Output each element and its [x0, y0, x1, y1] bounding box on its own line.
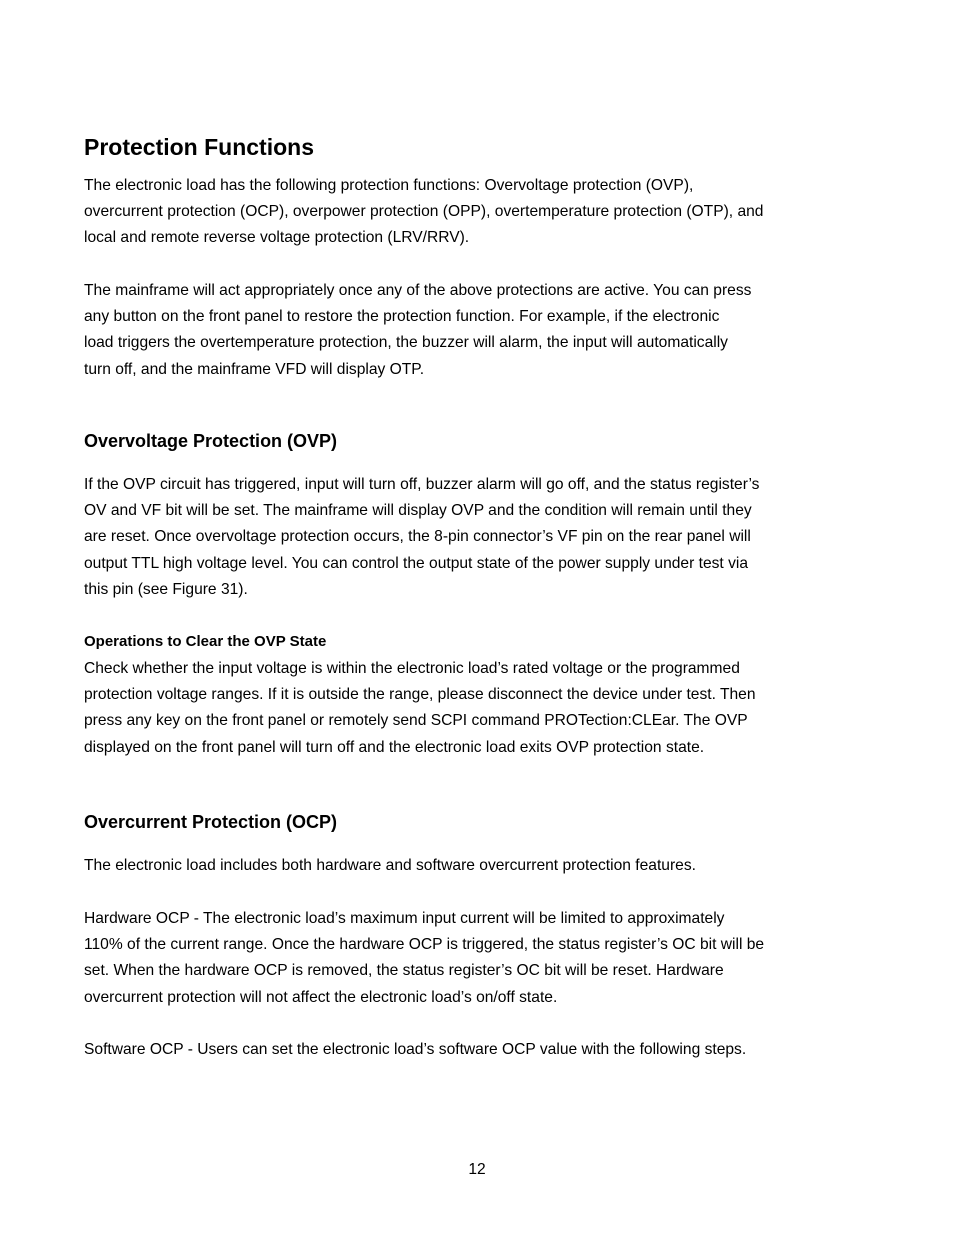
ocp-heading: Overcurrent Protection (OCP) — [84, 812, 338, 832]
text-line: Check whether the input voltage is within the electronic load’s rated voltage or the programmed — [84, 660, 740, 677]
text-line: The electronic load includes both hardware and software overcurrent protection features. — [84, 857, 696, 874]
text-line: 110% of the current range. Once the hardware OCP is triggered, the status register’s OC bit will be — [84, 936, 765, 954]
text-line: set. When the hardware OCP is removed, the status register’s OC bit will be reset. Hardware — [84, 962, 724, 980]
ovp-clear-heading: Operations to Clear the OVP State — [84, 633, 327, 650]
text-line: The mainframe will act appropriately once any of the above protections are active. You can press — [84, 282, 752, 299]
text-line: OV and VF bit will be set. The mainframe will display OVP and the condition will remain until they — [84, 502, 752, 520]
text-line: overcurrent protection will not affect the electronic load’s on/off state. — [84, 988, 558, 1006]
text-line: The electronic load has the following protection functions: Overvoltage protection (OVP), — [84, 177, 694, 194]
ocp-paragraph-3 — [84, 1037, 854, 1063]
text-line: output TTL high voltage level. You can control the output state of the power supply under test via — [84, 554, 749, 572]
text-line: turn off, and the mainframe VFD will display OTP. — [84, 360, 425, 378]
ocp-paragraph-2 — [84, 906, 854, 1011]
ovp-paragraph — [84, 472, 854, 603]
text-line: this pin (see Figure 31). — [84, 580, 248, 598]
ocp-paragraph-1 — [84, 853, 854, 879]
text-line: Hardware OCP - The electronic load’s maximum input current will be limited to approximately — [84, 910, 725, 927]
text-line: are reset. Once overvoltage protection occurs, the 8-pin connector’s VF pin on the rear panel will — [84, 528, 751, 546]
intro-paragraph-1 — [84, 173, 854, 252]
text-line: local and remote reverse voltage protection (LRV/RRV). — [84, 229, 470, 247]
ovp-heading: Overvoltage Protection (OVP) — [84, 431, 338, 451]
text-line: Software OCP - Users can set the electronic load’s software OCP value with the following steps. — [84, 1041, 747, 1058]
text-line: load triggers the overtemperature protection, the buzzer will alarm, the input will automatically — [84, 334, 728, 352]
intro-paragraph-2 — [84, 278, 854, 383]
page-number: 12 — [468, 1161, 486, 1178]
text-line: protection voltage ranges. If it is outside the range, please disconnect the device under test. Then — [84, 686, 756, 704]
text-line: any button on the front panel to restore the protection function. For example, if the electronic — [84, 308, 720, 326]
text-line: displayed on the front panel will turn off and the electronic load exits OVP protection state. — [84, 738, 705, 756]
ovp-clear-paragraph — [84, 656, 854, 761]
text-line: press any key on the front panel or remotely send SCPI command PROTection:CLEar. The OVP — [84, 712, 748, 730]
page-title: Protection Functions — [84, 134, 314, 160]
text-line: overcurrent protection (OCP), overpower protection (OPP), overtemperature protection (OTP), and — [84, 203, 764, 221]
text-line: If the OVP circuit has triggered, input will turn off, buzzer alarm will go off, and the status register’s — [84, 476, 760, 493]
